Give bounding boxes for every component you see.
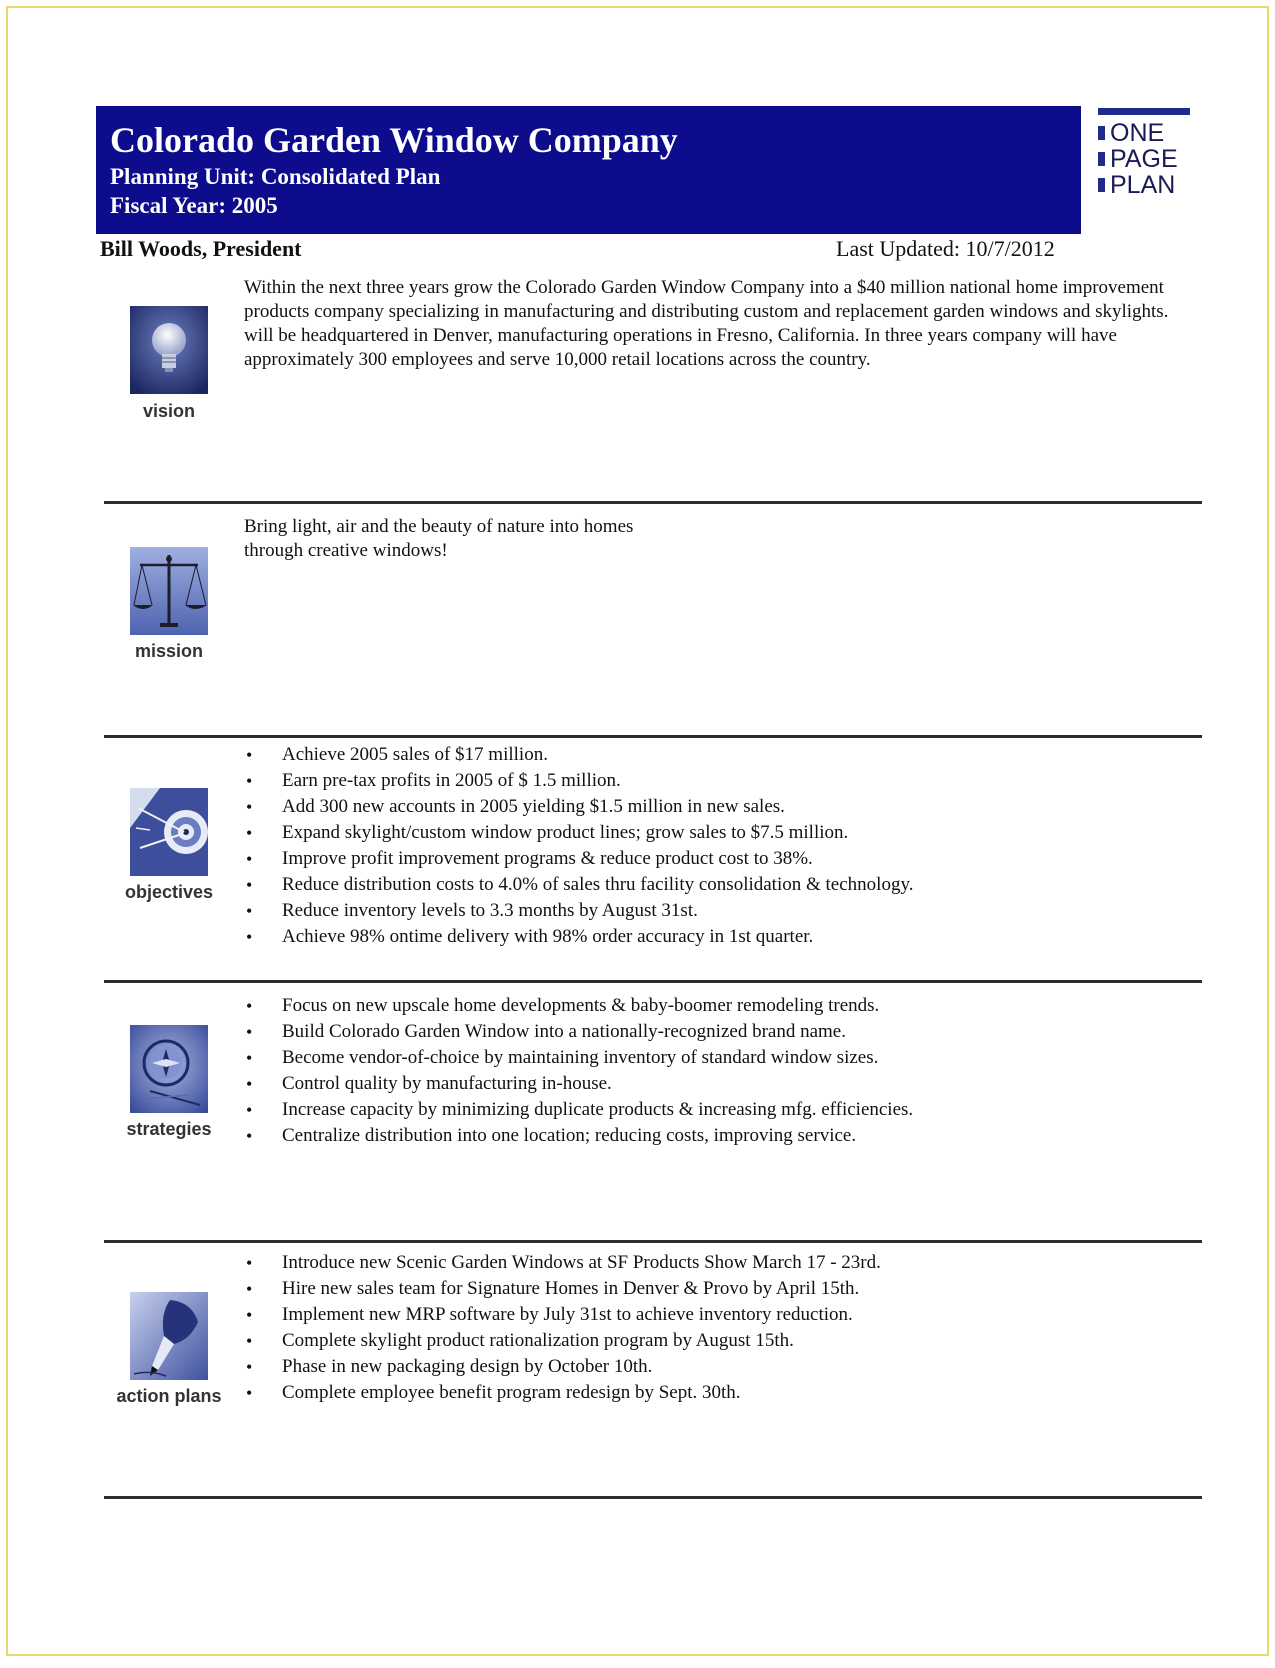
list-item: • Hire new sales team for Signature Homes in Denver & Provo by April 15th. — [244, 1276, 1199, 1302]
vision-text — [244, 276, 1199, 372]
mission-text — [244, 515, 1199, 563]
section-divider — [104, 501, 1202, 504]
logo-word-one: ONE — [1110, 119, 1165, 147]
document-page — [6, 6, 1269, 1656]
fiscal-year: Fiscal Year: 2005 — [110, 193, 278, 218]
one-page-plan-logo — [1094, 108, 1192, 218]
list-item: • Introduce new Scenic Garden Windows at SF Products Show March 17 - 23rd. — [244, 1250, 1199, 1276]
list-item: • Increase capacity by minimizing duplicate products & increasing mfg. efficiencies. — [244, 1097, 1199, 1123]
list-item: • Improve profit improvement programs & reduce product cost to 38%. — [244, 846, 1199, 872]
header-banner — [96, 106, 1081, 234]
section-divider — [104, 980, 1202, 983]
logo-square — [1098, 126, 1105, 140]
vision-paragraph: will be headquartered in Denver, manufacturing operations in Fresno, California. In three years company will have approximately 300 employees and serve 10,000 retail locations across the country. — [244, 325, 1117, 370]
author-name: Bill Woods, President — [100, 236, 302, 261]
list-item: • Expand skylight/custom window product lines; grow sales to $7.5 million. — [244, 820, 1199, 846]
target-icon — [130, 788, 208, 876]
scales-icon — [130, 547, 208, 635]
list-item: • Achieve 98% ontime delivery with 98% order accuracy in 1st quarter. — [244, 924, 1199, 950]
vision-label: vision — [142, 401, 195, 421]
company-title: Colorado Garden Window Company — [110, 120, 678, 160]
vision-paragraph: Within the next three years grow the Colorado Garden Window Company into a $40 million national home improvement products company specializing in manufacturing and distributing custom and replacement garden windows and skylights. — [244, 277, 1169, 322]
list-item: • Centralize distribution into one location; reducing costs, improving service. — [244, 1123, 1199, 1149]
strategies-list — [244, 993, 1199, 1149]
list-item: • Earn pre-tax profits in 2005 of $ 1.5 million. — [244, 768, 1199, 794]
list-item: • Achieve 2005 sales of $17 million. — [244, 742, 1199, 768]
section-divider — [104, 1240, 1202, 1243]
pen-writing-icon — [130, 1292, 208, 1380]
compass-icon — [130, 1025, 208, 1113]
list-item: • Focus on new upscale home developments & baby-boomer remodeling trends. — [244, 993, 1199, 1019]
list-item: • Control quality by manufacturing in-house. — [244, 1071, 1199, 1097]
list-item: • Become vendor-of-choice by maintaining inventory of standard window sizes. — [244, 1045, 1199, 1071]
mission-label: mission — [134, 641, 204, 661]
logo-square — [1098, 152, 1105, 166]
strategies-label: strategies — [126, 1119, 212, 1139]
lightbulb-icon — [130, 306, 208, 394]
logo-word-plan: PLAN — [1110, 171, 1176, 199]
objectives-label: objectives — [124, 882, 214, 902]
section-divider — [104, 735, 1202, 738]
mission-line: Bring light, air and the beauty of nature into homes — [244, 516, 634, 537]
last-updated: Last Updated: 10/7/2012 — [836, 236, 1055, 261]
list-item: • Implement new MRP software by July 31st to achieve inventory reduction. — [244, 1302, 1199, 1328]
mission-line: through creative windows! — [244, 540, 448, 561]
list-item: • Add 300 new accounts in 2005 yielding $1.5 million in new sales. — [244, 794, 1199, 820]
action-plans-list — [244, 1250, 1199, 1406]
list-item: • Build Colorado Garden Window into a nationally-recognized brand name. — [244, 1019, 1199, 1045]
list-item: • Reduce inventory levels to 3.3 months by August 31st. — [244, 898, 1199, 924]
list-item: • Reduce distribution costs to 4.0% of sales thru facility consolidation & technology. — [244, 872, 1199, 898]
section-divider — [104, 1496, 1202, 1499]
list-item: • Phase in new packaging design by October 10th. — [244, 1354, 1199, 1380]
logo-square — [1098, 178, 1105, 192]
logo-word-page: PAGE — [1110, 145, 1178, 173]
objectives-list — [244, 742, 1199, 950]
action-plans-label: action plans — [116, 1386, 222, 1406]
logo-bar — [1098, 108, 1190, 115]
list-item: • Complete skylight product rationalization program by August 15th. — [244, 1328, 1199, 1354]
planning-unit: Planning Unit: Consolidated Plan — [110, 164, 441, 189]
list-item: • Complete employee benefit program redesign by Sept. 30th. — [244, 1380, 1199, 1406]
